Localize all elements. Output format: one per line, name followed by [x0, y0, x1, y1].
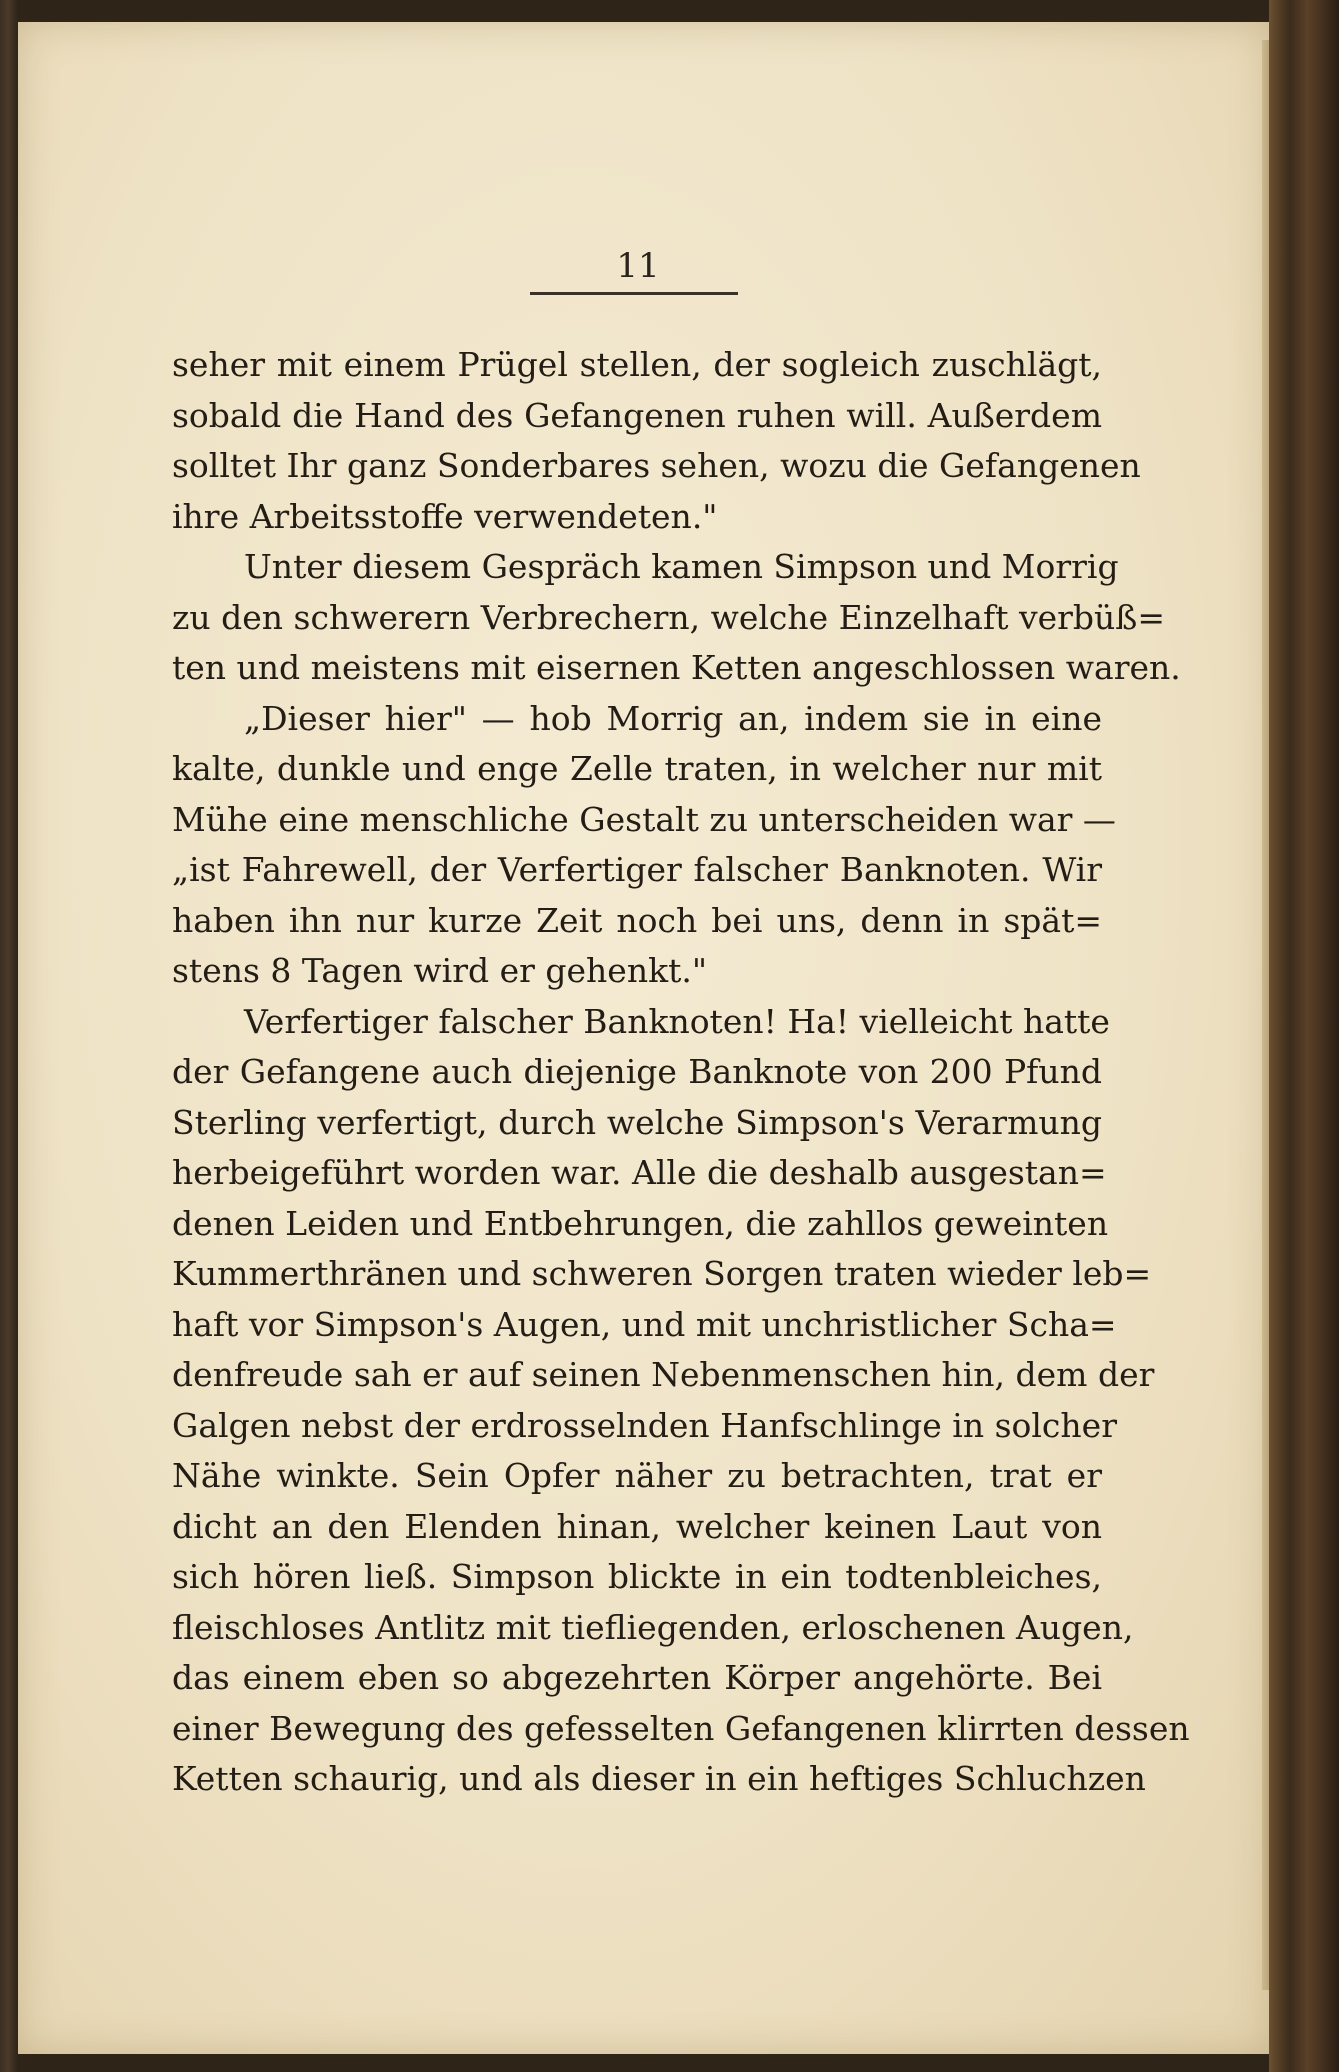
text-line: Nähe winkte. Sein Opfer näher zu betrachten, trat er [172, 1456, 1102, 1495]
text-line: der Gefangene auch diejenige Banknote von 200 Pfund [172, 1052, 1102, 1091]
header-rule [530, 292, 738, 295]
text-line: stens 8 Tagen wird er gehenkt." [172, 951, 708, 990]
text-line: ihre Arbeitsstoffe verwendeten." [172, 496, 718, 536]
text-line: „Dieser hier" — hob Morrig an, indem sie in eine [244, 698, 1102, 738]
text-line: Unter diesem Gespräch kamen Simpson und Morrig [244, 547, 1119, 586]
page-number: 11 [616, 246, 660, 286]
text-line: haft vor Simpson's Augen, und mit unchristlicher Scha= [172, 1304, 1117, 1344]
book-page [18, 22, 1270, 2054]
text-line: herbeigeführt worden war. Alle die deshalb ausgestan= [172, 1153, 1107, 1192]
text-line: Ketten schaurig, und als dieser in ein heftiges Schluchzen [172, 1759, 1146, 1798]
text-line: Sterling verfertigt, durch welche Simpson's Verarmung [172, 1102, 1102, 1142]
text-line: sich hören ließ. Simpson blickte in ein todtenbleiches, [172, 1557, 1102, 1596]
text-line: einer Bewegung des gefesselten Gefangenen klirrten dessen [172, 1708, 1190, 1748]
text-line: Galgen nebst der erdrosselnden Hanfschlinge in solcher [172, 1405, 1117, 1445]
text-line: „ist Fahrewell, der Verfertiger falscher Banknoten. Wir [172, 850, 1102, 889]
text-line: denfreude sah er auf seinen Nebenmenschen hin, dem der [172, 1355, 1155, 1394]
text-line: Mühe eine menschliche Gestalt zu unterscheiden war — [172, 799, 1116, 839]
text-line: Kummerthränen und schweren Sorgen traten wieder leb= [172, 1254, 1152, 1293]
text-line: fleischloses Antlitz mit tiefliegenden, erloschenen Augen, [172, 1607, 1134, 1647]
text-line: sobald die Hand des Gefangenen ruhen will. Außerdem [172, 395, 1102, 435]
body-text [172, 340, 1190, 1805]
text-line: dicht an den Elenden hinan, welcher keinen Laut von [172, 1506, 1102, 1546]
text-line: kalte, dunkle und enge Zelle traten, in welcher nur mit [172, 749, 1102, 788]
text-line: seher mit einem Prügel stellen, der sogleich zuschlägt, [172, 345, 1102, 384]
text-line: zu den schwerern Verbrechern, welche Einzelhaft verbüß= [172, 597, 1165, 637]
text-line: ten und meistens mit eisernen Ketten angeschlossen waren. [172, 648, 1181, 687]
text-line: das einem eben so abgezehrten Körper angehörte. Bei [172, 1658, 1102, 1697]
text-line: haben ihn nur kurze Zeit noch bei uns, denn in spät= [172, 900, 1102, 940]
book-spine [1269, 0, 1339, 2072]
text-line: solltet Ihr ganz Sonderbares sehen, wozu die Gefangenen [172, 446, 1141, 485]
text-line: denen Leiden und Entbehrungen, die zahllos geweinten [172, 1203, 1109, 1243]
text-line: Verfertiger falscher Banknoten! Ha! vielleicht hatte [244, 1001, 1110, 1041]
